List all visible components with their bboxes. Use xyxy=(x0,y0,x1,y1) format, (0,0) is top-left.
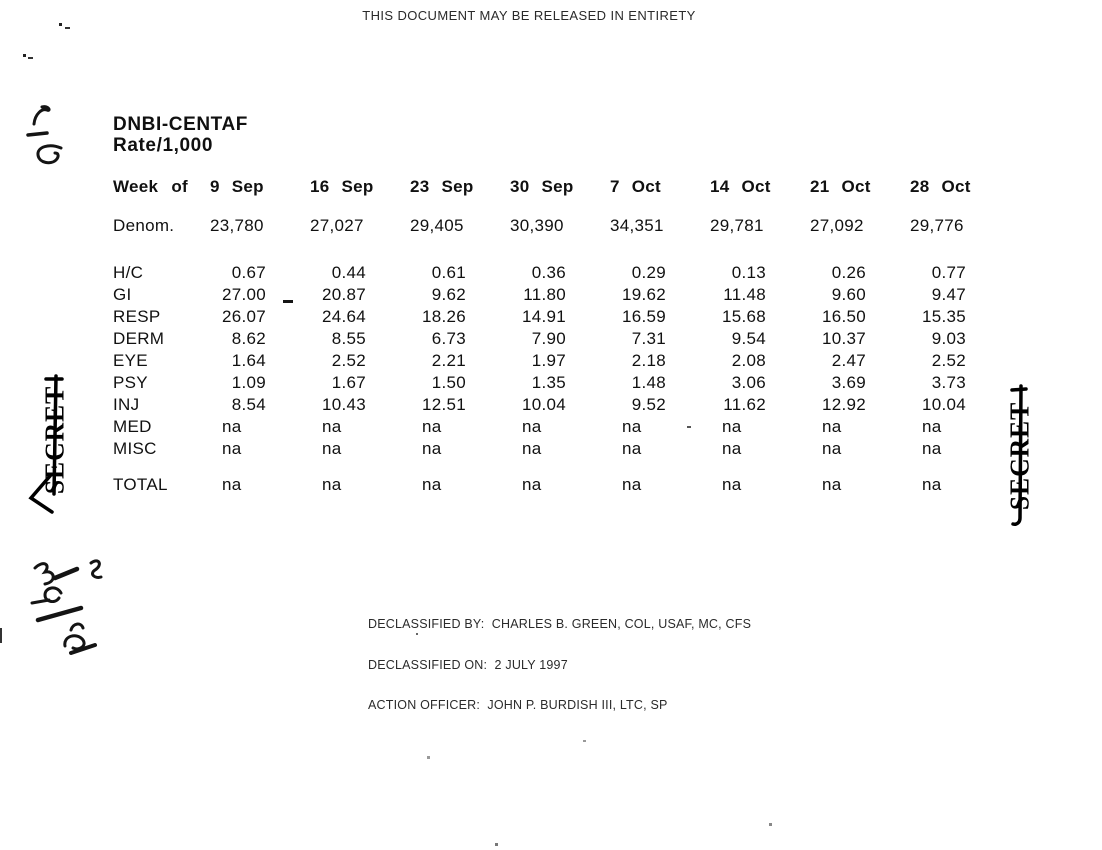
scan-speck xyxy=(583,740,586,742)
rate-value: 2.08 xyxy=(731,351,766,370)
rate-value: 2.21 xyxy=(431,351,466,370)
scan-speck xyxy=(769,823,772,826)
rate-value: 10.37 xyxy=(821,329,866,348)
scan-speck xyxy=(59,23,62,26)
secret-stamp-text: SECRET xyxy=(39,385,70,495)
rate-value: 10.04 xyxy=(521,395,566,414)
stamp-strikethrough xyxy=(29,376,81,521)
rate-value: 1.67 xyxy=(331,373,366,392)
rate-value: 6.73 xyxy=(431,329,466,348)
rate-value: na xyxy=(722,439,742,458)
scan-speck xyxy=(495,843,498,846)
doc-subtitle: Rate/1,000 xyxy=(113,135,214,156)
rate-value: 0.61 xyxy=(431,263,466,282)
row-label: TOTAL xyxy=(113,475,168,494)
rate-value: 0.13 xyxy=(731,263,766,282)
denom-value: 23,780 xyxy=(210,216,264,235)
rate-value: 2.52 xyxy=(331,351,366,370)
total-value: na xyxy=(322,475,342,494)
category-rows xyxy=(113,262,1010,460)
rate-value: 19.62 xyxy=(621,285,666,304)
rate-value: na xyxy=(622,439,642,458)
denom-value: 34,351 xyxy=(610,216,664,235)
title-block xyxy=(113,114,248,156)
rate-value: 1.48 xyxy=(631,373,666,392)
rate-value: 0.77 xyxy=(931,263,966,282)
rate-value: 18.26 xyxy=(421,307,466,326)
row-label: EYE xyxy=(113,351,148,370)
rate-value: 10.43 xyxy=(321,395,366,414)
table-row xyxy=(113,438,1010,460)
denom-value: 27,027 xyxy=(310,216,364,235)
table-row xyxy=(113,372,1010,394)
column-header: 9 Sep xyxy=(210,177,264,196)
dnbi-rate-table xyxy=(113,176,1010,496)
row-label: MED xyxy=(113,417,152,436)
action-officer-line: ACTION OFFICER: JOHN P. BURDISH III, LTC, SP xyxy=(368,698,668,712)
rate-value: 16.59 xyxy=(621,307,666,326)
rate-value: 8.55 xyxy=(331,329,366,348)
denom-value: 30,390 xyxy=(510,216,564,235)
rate-value: na xyxy=(722,417,742,436)
rate-value: 8.62 xyxy=(231,329,266,348)
scan-speck xyxy=(427,756,430,759)
release-banner: THIS DOCUMENT MAY BE RELEASED IN ENTIRETY xyxy=(362,8,696,23)
rate-value: na xyxy=(522,439,542,458)
table-row xyxy=(113,350,1010,372)
rate-value: 9.47 xyxy=(931,285,966,304)
declassification-block xyxy=(368,591,751,740)
column-header: 16 Sep xyxy=(310,177,374,196)
rate-value: 2.18 xyxy=(631,351,666,370)
rate-value: 0.29 xyxy=(631,263,666,282)
rate-value: 12.92 xyxy=(821,395,866,414)
rate-value: 9.62 xyxy=(431,285,466,304)
rate-value: na xyxy=(322,417,342,436)
rate-value: na xyxy=(322,439,342,458)
row-label: RESP xyxy=(113,307,161,326)
header-label: Week of xyxy=(113,177,188,196)
rate-value: 16.50 xyxy=(821,307,866,326)
rate-value: na xyxy=(622,417,642,436)
scan-speck xyxy=(23,54,26,57)
rate-value: 11.62 xyxy=(723,395,766,414)
denominator-row xyxy=(113,215,1010,237)
rate-value: 3.73 xyxy=(931,373,966,392)
rate-value: 10.04 xyxy=(921,395,966,414)
secret-stamp-left xyxy=(29,376,81,504)
handwritten-mark-top-left xyxy=(15,95,70,175)
handwritten-mark-bottom-left xyxy=(5,548,110,668)
column-header: 14 Oct xyxy=(710,177,771,196)
rate-value: 3.06 xyxy=(731,373,766,392)
rate-value: 3.69 xyxy=(831,373,866,392)
rate-value: 1.50 xyxy=(431,373,466,392)
rate-value: 9.52 xyxy=(631,395,666,414)
scan-speck xyxy=(65,27,70,29)
column-header: 30 Sep xyxy=(510,177,574,196)
rate-value: 15.68 xyxy=(721,307,766,326)
table-row xyxy=(113,306,1010,328)
rate-value: 26.07 xyxy=(221,307,266,326)
rate-value: 0.36 xyxy=(531,263,566,282)
rate-value: 1.09 xyxy=(231,373,266,392)
table-row xyxy=(113,416,1010,438)
total-value: na xyxy=(722,475,742,494)
row-label: Denom. xyxy=(113,216,175,235)
rate-value: 11.80 xyxy=(523,285,566,304)
rate-value: na xyxy=(222,417,242,436)
rate-value: 27.00 xyxy=(221,285,266,304)
total-value: na xyxy=(622,475,642,494)
rate-value: 20.87 xyxy=(321,285,366,304)
column-header: 7 Oct xyxy=(610,177,662,196)
table-row xyxy=(113,262,1010,284)
total-value: na xyxy=(522,475,542,494)
rate-value: 1.35 xyxy=(531,373,566,392)
rate-value: 9.54 xyxy=(731,329,766,348)
rate-value: 7.31 xyxy=(631,329,666,348)
total-value: na xyxy=(422,475,442,494)
rate-value: 1.97 xyxy=(531,351,566,370)
denom-value: 29,776 xyxy=(910,216,964,235)
row-label: GI xyxy=(113,285,132,304)
table-row xyxy=(113,284,1010,306)
table-row xyxy=(113,394,1010,416)
total-value: na xyxy=(222,475,242,494)
rate-value: na xyxy=(822,439,842,458)
scan-speck xyxy=(28,57,33,59)
rate-value: 24.64 xyxy=(321,307,366,326)
denom-value: 27,092 xyxy=(810,216,864,235)
rate-value: 0.26 xyxy=(831,263,866,282)
rate-value: na xyxy=(822,417,842,436)
row-label: DERM xyxy=(113,329,165,348)
rate-value: 9.03 xyxy=(931,329,966,348)
rate-value: na xyxy=(922,439,942,458)
row-label: H/C xyxy=(113,263,144,282)
row-label: MISC xyxy=(113,439,157,458)
page-edge-mark xyxy=(0,628,2,643)
rate-value: 2.47 xyxy=(831,351,866,370)
secret-stamp-text: SECRET xyxy=(1004,401,1035,511)
rate-value: na xyxy=(922,417,942,436)
row-label: INJ xyxy=(113,395,140,414)
rate-value: 11.48 xyxy=(723,285,766,304)
declassified-by-line: DECLASSIFIED BY: CHARLES B. GREEN, COL, USAF, MC, CFS xyxy=(368,617,752,631)
rate-value: 0.67 xyxy=(231,263,266,282)
column-header: 21 Oct xyxy=(810,177,871,196)
rate-value: 1.64 xyxy=(231,351,266,370)
denom-value: 29,405 xyxy=(410,216,464,235)
rate-value: 9.60 xyxy=(831,285,866,304)
total-row xyxy=(113,474,1010,496)
column-header: 23 Sep xyxy=(410,177,474,196)
denom-value: 29,781 xyxy=(710,216,764,235)
table-row xyxy=(113,328,1010,350)
row-label: PSY xyxy=(113,373,148,392)
declassified-on-line: DECLASSIFIED ON: 2 JULY 1997 xyxy=(368,657,568,672)
column-header: 28 Oct xyxy=(910,177,971,196)
rate-value: 12.51 xyxy=(421,395,466,414)
rate-value: 14.91 xyxy=(521,307,566,326)
total-value: na xyxy=(822,475,842,494)
rate-value: 2.52 xyxy=(931,351,966,370)
rate-value: na xyxy=(422,417,442,436)
doc-title: DNBI-CENTAF xyxy=(113,114,249,135)
rate-value: na xyxy=(422,439,442,458)
rate-value: 0.44 xyxy=(331,263,366,282)
rate-value: 15.35 xyxy=(921,307,966,326)
rate-value: 8.54 xyxy=(231,395,266,414)
rate-value: na xyxy=(222,439,242,458)
table-header-row xyxy=(113,176,1010,198)
rate-value: na xyxy=(522,417,542,436)
rate-value: 7.90 xyxy=(531,329,566,348)
total-value: na xyxy=(922,475,942,494)
